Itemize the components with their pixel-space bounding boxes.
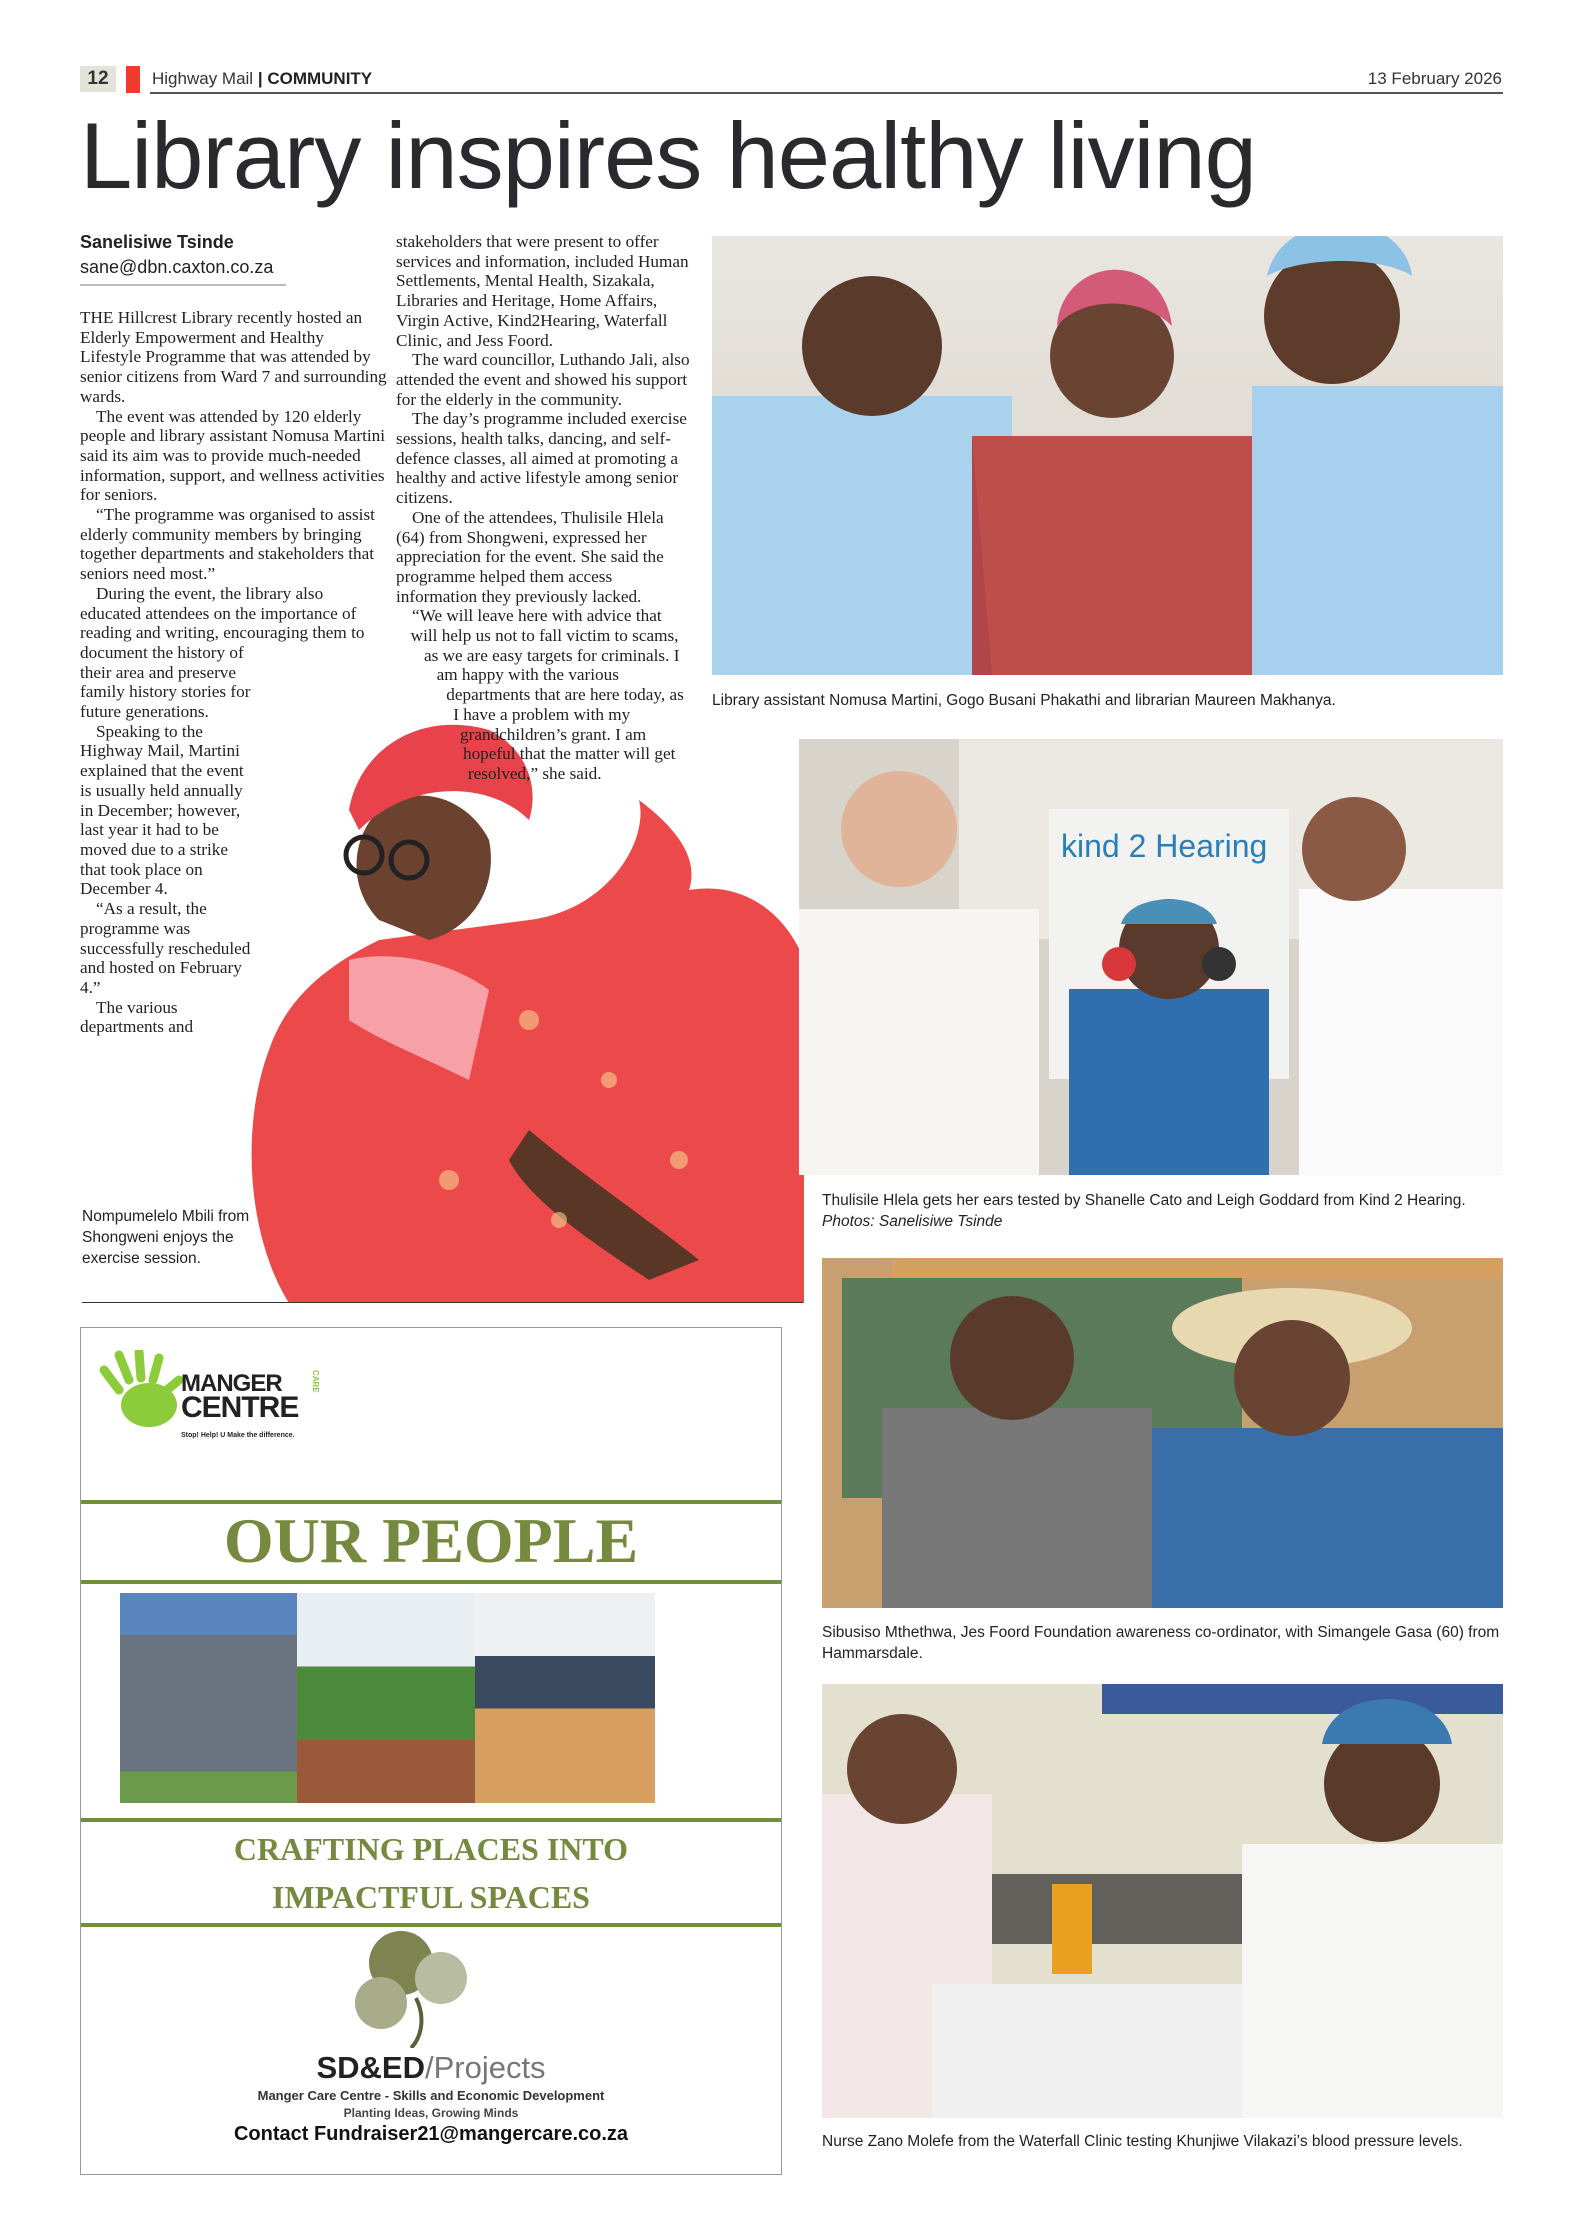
ad-motto: Planting Ideas, Growing Minds [343,2106,519,2120]
brand-light: Projects [433,2050,546,2085]
article-column-2 [396,232,690,832]
cutout-caption: Nompumelelo Mbili from Shongweni enjoys the exercise session. [82,1208,250,1267]
byline-rule [80,284,286,286]
headline: Library inspires healthy living [80,103,1256,208]
manger-centre-logo [99,1350,339,1460]
byline-name: Sanelisiwe Tsinde [80,232,234,252]
brand-bold: SD&ED [316,2050,425,2085]
photo-jes-foord [822,1258,1503,1608]
ad-subline-2: IMPACTFUL SPACES [272,1879,590,1915]
logo-text-bottom: CENTRE [181,1391,299,1424]
advertisement-manger-care[interactable] [80,1327,782,2175]
ad-description: Manger Care Centre - Skills and Economic Development [257,2088,605,2103]
photo-blood-pressure [822,1684,1503,2118]
paragraph: The day’s programme included exercise sessions, health talks, dancing, and self-defence classes, all aimed at promoting a healthy and active lifestyle among senior citizens. [396,409,687,508]
article-bottom-rule [82,1302,803,1303]
ad-headline: OUR PEOPLE [223,1505,639,1576]
ad-photo-bakery [475,1593,655,1803]
publication-section [152,67,372,91]
ad-photo-containers [120,1593,300,1803]
ad-subline-1: CRAFTING PLACES INTO [233,1831,629,1867]
section-color-tab [126,66,140,93]
section-name: COMMUNITY [267,69,373,88]
photo-credit: Photos: Sanelisiwe Tsinde [822,1213,1003,1230]
green-hand-icon [99,1350,189,1430]
photo4-caption: Nurse Zano Molefe from the Waterfall Clinic testing Khunjiwe Vilakazi’s blood pressure levels. [822,2133,1463,2150]
paragraph: The event was attended by 120 elderly people and library assistant Nomusa Martini said its aim was to provide much-needed information, support, and wellness activities for seniors. [80,406,386,505]
caption-text: Thulisile Hlela gets her ears tested by Shanelle Cato and Leigh Goddard from Kind 2 Hearing. [822,1192,1466,1209]
sded-brand [81,2050,781,2086]
photo-library-staff [712,236,1503,675]
ad-contact[interactable]: Contact Fundraiser21@mangercare.co.za [233,2123,629,2145]
paragraph: “We will leave here with advice that will help us not to fall victim to scams, as we are easy targets for criminals. I am happy with the various departments that are here today, as I have a problem with my grandchildren’s grant. I am hopeful that the matter will get resolved,” she said. [410,606,684,783]
kind2hearing-sign-text: kind 2 Hearing [1061,828,1268,864]
paragraph: stakeholders that were present to offer services and information, included Human Settlements, Mental Health, Sizakala, Libraries and Heritage, Home Affairs, Virgin Active, Kind2Hearing, Waterfall Clinic, and Jess Foord. [396,232,689,350]
divider [81,1500,781,1504]
page-number: 12 [80,66,116,92]
publication-name: Highway Mail [152,69,254,88]
paragraph: One of the attendees, Thulisile Hlela (64) from Shongweni, expressed her appreciation for the event. She said the programme helped them access information they previously lacked. [396,507,664,606]
separator: | [257,69,263,88]
divider [81,1580,781,1584]
logo-tagline: Stop! Help! U Make the difference. [181,1432,295,1439]
paragraph: The various departments and [80,997,194,1037]
article-column-1 [80,230,388,1244]
paragraph: “The programme was organised to assist elderly community members by bringing together departments and stakeholders that seniors need most.” [80,505,375,584]
divider [81,1818,781,1822]
ad-photo-garden [297,1593,477,1803]
byline-email[interactable]: sane@dbn.caxton.co.za [80,257,274,277]
issue-date: 13 February 2026 [1367,69,1502,88]
photo2-caption [822,1190,1503,1232]
photo3-caption: Sibusiso Mthethwa, Jes Foord Foundation awareness co-ordinator, with Simangele Gasa (60) from Hammarsdale. [822,1624,1500,1662]
header-rule [150,92,1503,94]
photo1-caption: Library assistant Nomusa Martini, Gogo Busani Phakathi and librarian Maureen Makhanya. [712,692,1336,709]
logo-text-top: MANGER [181,1370,282,1397]
paragraph: “As a result, the programme was successfully rescheduled and hosted on February 4.” [80,899,251,997]
paragraph: During the event, the library also educated attendees on the importance of reading and writing, encouraging them to document the history of their area and preserve family history stories for future generations. [80,583,365,722]
brand-slash: / [424,2050,434,2085]
logo-side-text: CARE [311,1370,320,1393]
paragraph: The ward councillor, Luthando Jali, also attended the event and showed his support for the elderly in the community. [396,350,690,409]
paragraph: THE Hillcrest Library recently hosted an Elderly Empowerment and Healthy Lifestyle Programme that was attended by senior citizens from Ward 7 and surrounding wards. [80,308,387,406]
divider [81,1923,781,1927]
photo-hearing-test [799,739,1503,1175]
sded-tree-logo-icon [341,1928,491,2048]
paragraph: Speaking to the Highway Mail, Martini explained that the event is usually held annually in December; however, last year it had to be moved due to a strike that took place on December 4. [80,721,244,899]
